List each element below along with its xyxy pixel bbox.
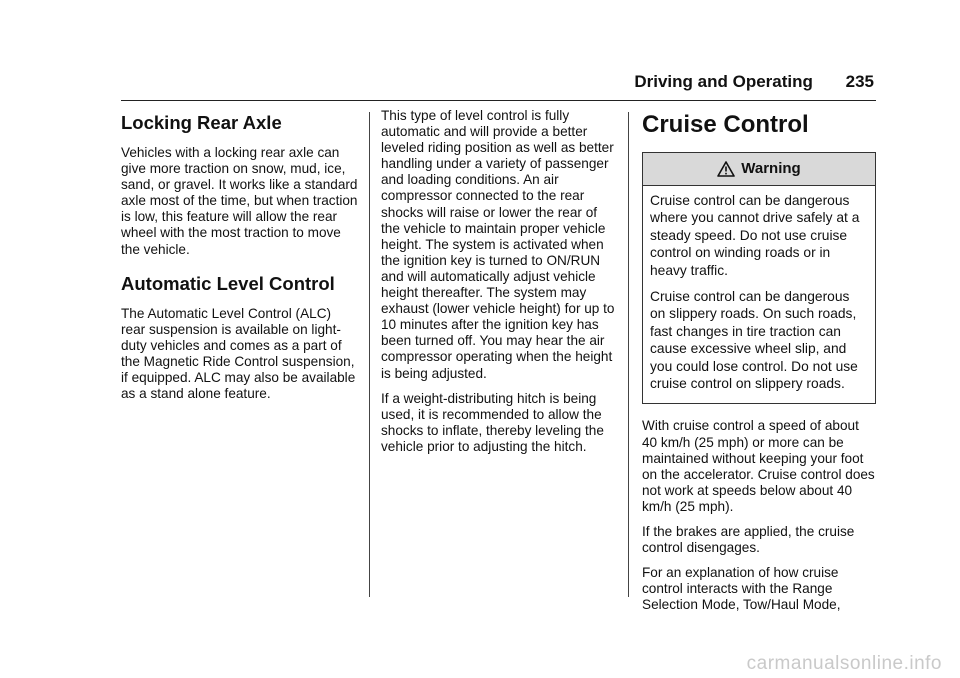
page-number: 235 bbox=[845, 72, 874, 91]
column-divider-2 bbox=[628, 112, 629, 597]
warning-body bbox=[643, 186, 875, 403]
level-control-paragraph-2: If a weight-distributing hitch is being used, it is recommended to allow the shocks to inflate, thereby leveling the vehicle prior to adjusting the hitch. bbox=[381, 390, 604, 454]
column-3 bbox=[642, 108, 876, 623]
warning-paragraph-1: Cruise control can be dangerous where you cannot drive safely at a steady speed. Do not use cruise control on winding roads or in heavy traffic. bbox=[650, 193, 860, 278]
header-divider bbox=[121, 100, 876, 101]
warning-triangle-icon bbox=[717, 161, 735, 177]
column-2 bbox=[381, 108, 618, 464]
cruise-paragraph-1: With cruise control a speed of about 40 km/h (25 mph) or more can be maintained without keeping your foot on the accelerator. Cruise control does not work at speeds below about 40 km/h (25 mph). bbox=[642, 418, 875, 514]
warning-title: Warning bbox=[741, 160, 801, 178]
automatic-level-control-text: The Automatic Level Control (ALC) rear suspension is available on light-duty vehicles and comes as a part of the Magnetic Ride Control suspension, if equipped. ALC may also be available as a stand alone feature. bbox=[121, 305, 356, 402]
automatic-level-control-heading: Automatic Level Control bbox=[121, 272, 335, 294]
warning-header bbox=[643, 153, 875, 186]
cruise-paragraph-2: If the brakes are applied, the cruise control disengages. bbox=[642, 524, 855, 556]
column-divider-1 bbox=[369, 112, 370, 597]
locking-rear-axle-text: Vehicles with a locking rear axle can give more traction on snow, mud, ice, sand, or gravel. It works like a standard axle most of the time, but when traction is low, this feature will allow the rear wheel with the most traction to move the vehicle. bbox=[121, 145, 358, 257]
warning-paragraph-2: Cruise control can be dangerous on slippery roads. On such roads, fast changes in tire traction can cause excessive wheel slip, and you could lose control. Do not use cruise control on slippery roads. bbox=[650, 289, 858, 392]
cruise-control-heading: Cruise Control bbox=[642, 111, 809, 138]
page-header bbox=[0, 72, 874, 96]
locking-rear-axle-heading: Locking Rear Axle bbox=[121, 112, 282, 133]
cruise-paragraph-3: For an explanation of how cruise control interacts with the Range Selection Mode, Tow/Haul Mode, bbox=[642, 565, 841, 613]
watermark-text: carmanualsonline.info bbox=[746, 653, 942, 674]
level-control-paragraph-1: This type of level control is fully automatic and will provide a better leveled riding position as well as better handling under a variety of passenger and loading conditions. An air compressor connected to the rear shocks will raise or lower the rear of the vehicle to maintain proper vehicle height. The system is activated when the ignition key is turned to ON/RUN and will automatically adjust vehicle height thereafter. The system may exhaust (lower vehicle height) for up to 10 minutes after the ignition key has been turned off. You may hear the air compressor operating when the height is being adjusted. bbox=[381, 108, 615, 381]
warning-box bbox=[642, 152, 876, 404]
column-1 bbox=[121, 108, 358, 411]
section-title: Driving and Operating bbox=[634, 72, 813, 91]
